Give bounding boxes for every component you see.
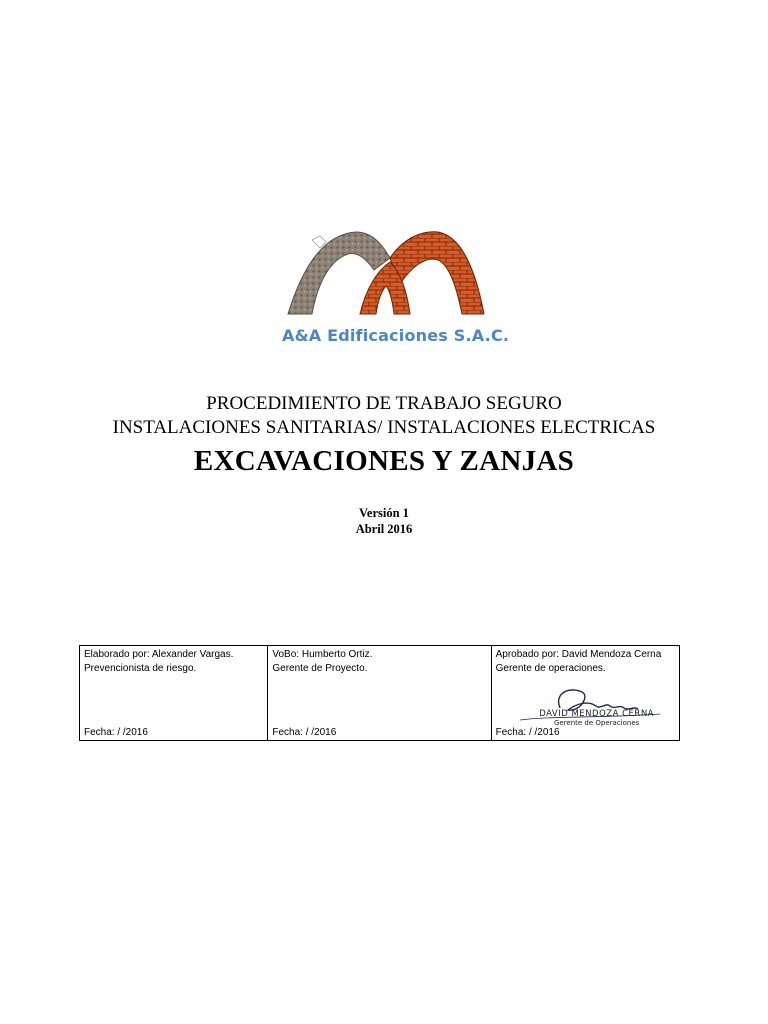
vobo-by: VoBo: Humberto Ortiz. (272, 649, 373, 660)
approved-role: Gerente de operaciones. (495, 663, 606, 674)
approved-date: Fecha: / /2016 (495, 727, 560, 738)
vobo-date: Fecha: / /2016 (272, 727, 337, 738)
prepared-by: Elaborado por: Alexander Vargas. (84, 649, 234, 660)
stamp-name: DAVID MENDOZA CERNA (539, 709, 654, 719)
vobo-role: Gerente de Proyecto. (272, 663, 368, 674)
installations-subtitle: INSTALACIONES SANITARIAS/ INSTALACIONES ELECTRICAS (112, 417, 656, 438)
approval-cell-vobo (267, 646, 490, 740)
arch-logo-graphic (282, 222, 502, 322)
prepared-role: Prevencionista de riesgo. (84, 663, 197, 674)
version-date: Abril 2016 (355, 522, 413, 536)
version-block (0, 505, 768, 537)
approval-cell-prepared (80, 646, 267, 740)
signature-stamp (522, 710, 672, 727)
approved-by: Aprobado por: David Mendoza Cerna (495, 649, 662, 660)
document-title-block (0, 392, 768, 478)
version-label: Versión 1 (359, 506, 409, 520)
approval-cell-approved (491, 646, 679, 740)
stamp-role: Gerente de Operaciones (553, 719, 640, 727)
approval-table (79, 645, 680, 741)
company-logo (282, 222, 510, 350)
prepared-date: Fecha: / /2016 (84, 727, 148, 738)
main-title: EXCAVACIONES Y ZANJAS (193, 445, 575, 477)
company-name: A&A Edificaciones S.A.C. (282, 326, 510, 345)
procedure-title: PROCEDIMIENTO DE TRABAJO SEGURO (206, 393, 562, 414)
